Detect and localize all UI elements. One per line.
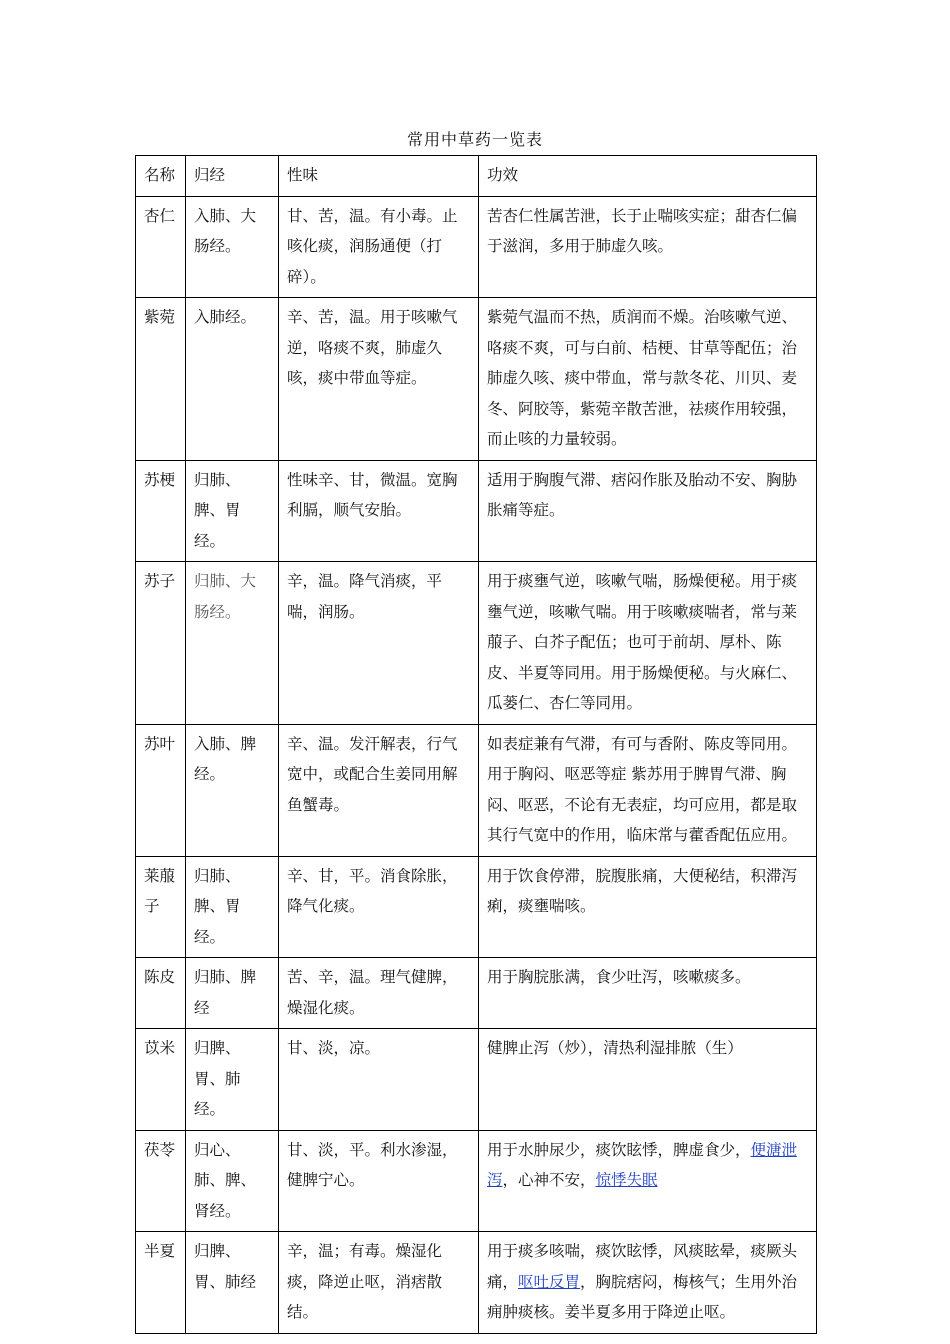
herb-effect: 用于痰壅气逆，咳嗽气喘，肠燥便秘。用于痰壅气逆，咳嗽气喘。用于咳嗽痰喘者，常与莱菔子、白芥子配伍；也可于前胡、厚朴、陈皮、半夏等同用。用于肠燥便秘。与火麻仁、瓜蒌仁、杏仁等同用。	[479, 562, 817, 725]
header-nature: 性味	[279, 156, 479, 197]
herb-name: 苏梗	[136, 460, 186, 562]
herb-meridian: 入肺、脾经。	[186, 724, 279, 856]
header-name: 名称	[136, 156, 186, 197]
herb-nature: 甘、淡，平。利水渗湿，健脾宁心。	[279, 1130, 479, 1232]
table-row	[136, 724, 817, 856]
table-row	[136, 298, 817, 461]
herb-meridian: 归心、肺、脾、肾经。	[186, 1130, 279, 1232]
herb-nature: 辛，温。降气消痰，平喘，润肠。	[279, 562, 479, 725]
herb-name: 紫菀	[136, 298, 186, 461]
table-row	[136, 1232, 817, 1334]
table-row	[136, 856, 817, 958]
herb-name: 茯苓	[136, 1130, 186, 1232]
herb-effect	[479, 1130, 817, 1232]
herb-meridian: 入肺、大肠经。	[186, 196, 279, 298]
herb-name: 苏子	[136, 562, 186, 725]
effect-text: ，心神不安，	[502, 1171, 596, 1189]
herb-meridian: 入肺经。	[186, 298, 279, 461]
table-row	[136, 196, 817, 298]
herb-nature: 苦、辛，温。理气健脾，燥湿化痰。	[279, 958, 479, 1029]
table-row	[136, 460, 817, 562]
herb-name: 陈皮	[136, 958, 186, 1029]
header-effect: 功效	[479, 156, 817, 197]
herb-name: 莱菔子	[136, 856, 186, 958]
table-row	[136, 1130, 817, 1232]
herb-effect	[479, 1232, 817, 1334]
herb-effect: 适用于胸腹气滞、痞闷作胀及胎动不安、胸胁胀痛等症。	[479, 460, 817, 562]
table-row	[136, 958, 817, 1029]
herb-effect: 苦杏仁性属苦泄，长于止喘咳实症；甜杏仁偏于滋润，多用于肺虚久咳。	[479, 196, 817, 298]
herb-effect: 用于胸脘胀满，食少吐泻，咳嗽痰多。	[479, 958, 817, 1029]
herb-name: 杏仁	[136, 196, 186, 298]
herb-effect: 紫菀气温而不热，质润而不燥。治咳嗽气逆、咯痰不爽，可与白前、桔梗、甘草等配伍；治肺虚久咳、痰中带血，常与款冬花、川贝、麦冬、阿胶等，紫菀辛散苦泄，祛痰作用较强，而止咳的力量较弱。	[479, 298, 817, 461]
page-title: 常用中草药一览表	[406, 130, 543, 149]
table-row	[136, 562, 817, 725]
herb-nature: 甘、淡，凉。	[279, 1029, 479, 1131]
table-row	[136, 1029, 817, 1131]
herb-nature: 甘、苦，温。有小毒。止咳化痰，润肠通便（打碎）。	[279, 196, 479, 298]
blank-line	[487, 1196, 808, 1212]
link-palpitation-insomnia[interactable]: 惊悸失眠	[595, 1171, 658, 1189]
effect-text: ，胸脘痞闷，梅核气；生用外治痈肿痰核。姜半夏多用于降逆止呕。	[487, 1272, 798, 1321]
herb-effect: 健脾止泻（炒），清热利湿排脓（生）	[479, 1029, 817, 1131]
effect-text: 用于痰多咳喘，痰饮眩悸，风痰眩晕，痰厥头痛，	[487, 1242, 798, 1291]
herb-table	[135, 155, 817, 1334]
herb-nature: 辛、温。发汗解表，行气宽中，或配合生姜同用解鱼蟹毒。	[279, 724, 479, 856]
table-header-row	[136, 156, 817, 197]
herb-meridian: 归肺、脾经	[186, 958, 279, 1029]
herb-meridian: 归脾、胃、肺经。	[186, 1029, 279, 1131]
link-vomiting[interactable]: 呕吐反胃	[518, 1272, 581, 1291]
herb-name: 半夏	[136, 1232, 186, 1334]
herb-meridian: 归肺、脾、胃经。	[186, 856, 279, 958]
herb-meridian: 归肺、大肠经。	[186, 562, 279, 725]
link-loose-stool[interactable]: 便溏泄泻	[487, 1140, 798, 1189]
header-meridian: 归经	[186, 156, 279, 197]
herb-nature: 辛、甘，平。消食除胀，降气化痰。	[279, 856, 479, 958]
herb-effect: 用于饮食停滞，脘腹胀痛，大便秘结，积滞泻痢，痰壅喘咳。	[479, 856, 817, 958]
herb-nature: 辛，温；有毒。燥湿化痰，降逆止呕，消痞散结。	[279, 1232, 479, 1334]
herb-meridian: 归肺、脾、胃经。	[186, 460, 279, 562]
herb-meridian: 归脾、胃、肺经	[186, 1232, 279, 1334]
herb-name: 苏叶	[136, 724, 186, 856]
herb-effect: 如表症兼有气滞，有可与香附、陈皮等同用。用于胸闷、呕恶等症 紫苏用于脾胃气滞、胸闷、呕恶，不论有无表症，均可应用，都是取其行气宽中的作用，临床常与藿香配伍应用。	[479, 724, 817, 856]
herb-nature: 性味辛、甘，微温。宽胸利膈，顺气安胎。	[279, 460, 479, 562]
herb-name: 苡米	[136, 1029, 186, 1131]
effect-text: 用于水肿尿少，痰饮眩悸，脾虚食少，	[487, 1140, 751, 1159]
herb-nature: 辛、苦，温。用于咳嗽气逆，咯痰不爽，肺虚久咳，痰中带血等症。	[279, 298, 479, 461]
